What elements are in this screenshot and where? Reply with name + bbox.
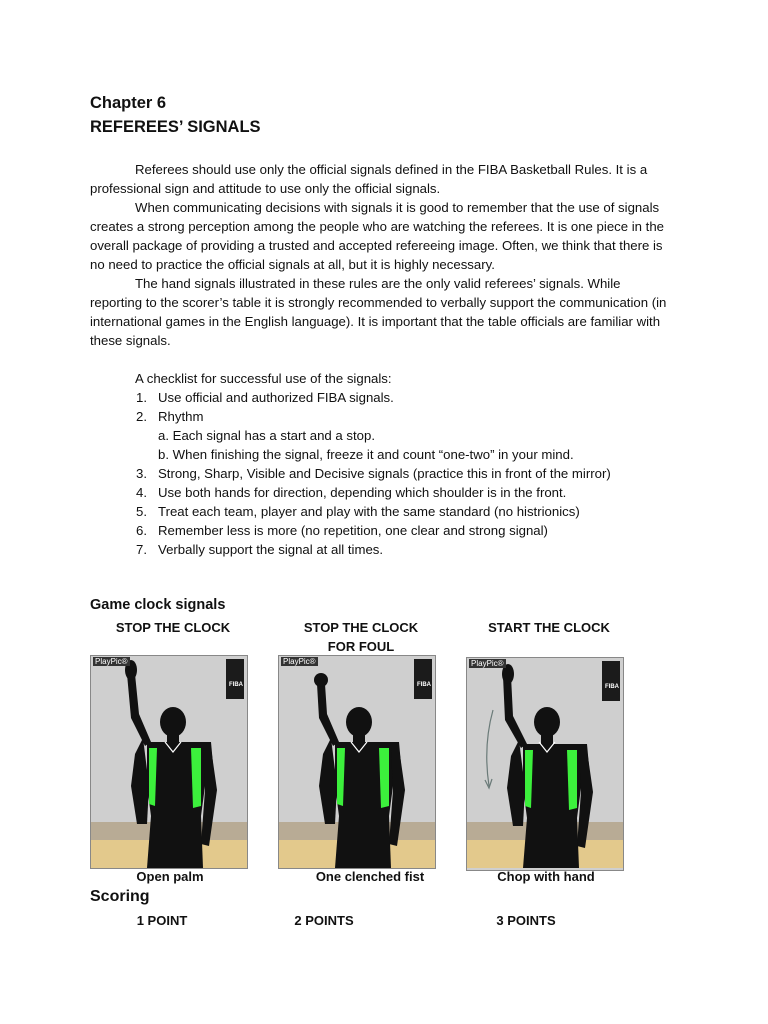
list-item: 4. Use both hands for direction, depending which shoulder is in the front. bbox=[136, 485, 567, 500]
signal-caption: Chop with hand bbox=[497, 869, 595, 884]
list-subitem: a. Each signal has a start and a stop. bbox=[158, 428, 375, 443]
signal-caption: Open palm bbox=[136, 869, 204, 884]
scoring-label: 2 POINTS bbox=[294, 913, 354, 928]
paragraph: The hand signals illustrated in these rules are the only valid referees’ signals. While reporting to the scorer’s table it is strongly recommended to verbally support the communication (in international games in the English language). It is important that the table officials are familiar with these signals. bbox=[90, 276, 667, 348]
scoring-label: 3 POINTS bbox=[496, 913, 556, 928]
list-item: 6. Remember less is more (no repetition, one clear and strong signal) bbox=[136, 523, 548, 538]
fiba-logo bbox=[602, 661, 620, 701]
signal-label: STOP THE CLOCK bbox=[115, 620, 231, 635]
list-item: 3. Strong, Sharp, Visible and Decisive signals (practice this in front of the mirror) bbox=[136, 466, 611, 481]
signal-caption: One clenched fist bbox=[315, 869, 425, 884]
scoring-label: 1 POINT bbox=[136, 913, 188, 928]
checklist-intro: A checklist for successful use of the signals: bbox=[135, 371, 392, 386]
fiba-logo-text: FIBA bbox=[417, 682, 431, 688]
list-item: 2. Rhythm bbox=[136, 409, 204, 424]
list-item: 7. Verbally support the signal at all times. bbox=[136, 542, 384, 557]
fiba-logo bbox=[226, 659, 244, 699]
fiba-logo bbox=[414, 659, 432, 699]
signal-photo-clenched-fist bbox=[278, 655, 436, 869]
list-item: 1. Use official and authorized FIBA signals. bbox=[136, 390, 394, 405]
paragraph: When communicating decisions with signals it is good to remember that the use of signals creates a strong perception among the people who are watching the referees. It is one piece in the overall package of providing a trusted and accepted refereeing image. Often, we think that there is no need to practice the official signals at all, but it is highly necessary. bbox=[90, 200, 665, 272]
chapter-number: Chapter 6 bbox=[90, 94, 167, 112]
signal-label: STOP THE CLOCK FOR FOUL bbox=[303, 620, 419, 654]
signal-photo-chop bbox=[466, 657, 624, 871]
playpic-logo: PlayPic® bbox=[471, 659, 504, 668]
referee-figure bbox=[279, 656, 435, 868]
body-text bbox=[90, 160, 668, 559]
fiba-logo-text: FIBA bbox=[605, 684, 619, 690]
fiba-logo-text: FIBA bbox=[229, 682, 243, 688]
playpic-logo: PlayPic® bbox=[283, 657, 316, 666]
referee-figure bbox=[91, 656, 247, 868]
scoring-heading: Scoring bbox=[90, 888, 150, 905]
referee-figure bbox=[467, 658, 623, 868]
list-subitem: b. When finishing the signal, freeze it and count “one-two” in your mind. bbox=[158, 447, 574, 462]
signal-label: START THE CLOCK bbox=[488, 620, 610, 635]
list-item: 5. Treat each team, player and play with the same standard (no histrionics) bbox=[136, 504, 580, 519]
paragraph: Referees should use only the official signals defined in the FIBA Basketball Rules. It is a professional sign and attitude to use only the official signals. bbox=[90, 162, 648, 196]
playpic-logo: PlayPic® bbox=[95, 657, 128, 666]
chapter-title: REFEREES’ SIGNALS bbox=[90, 118, 261, 136]
game-clock-heading: Game clock signals bbox=[90, 597, 226, 613]
signal-photo-open-palm bbox=[90, 655, 248, 869]
